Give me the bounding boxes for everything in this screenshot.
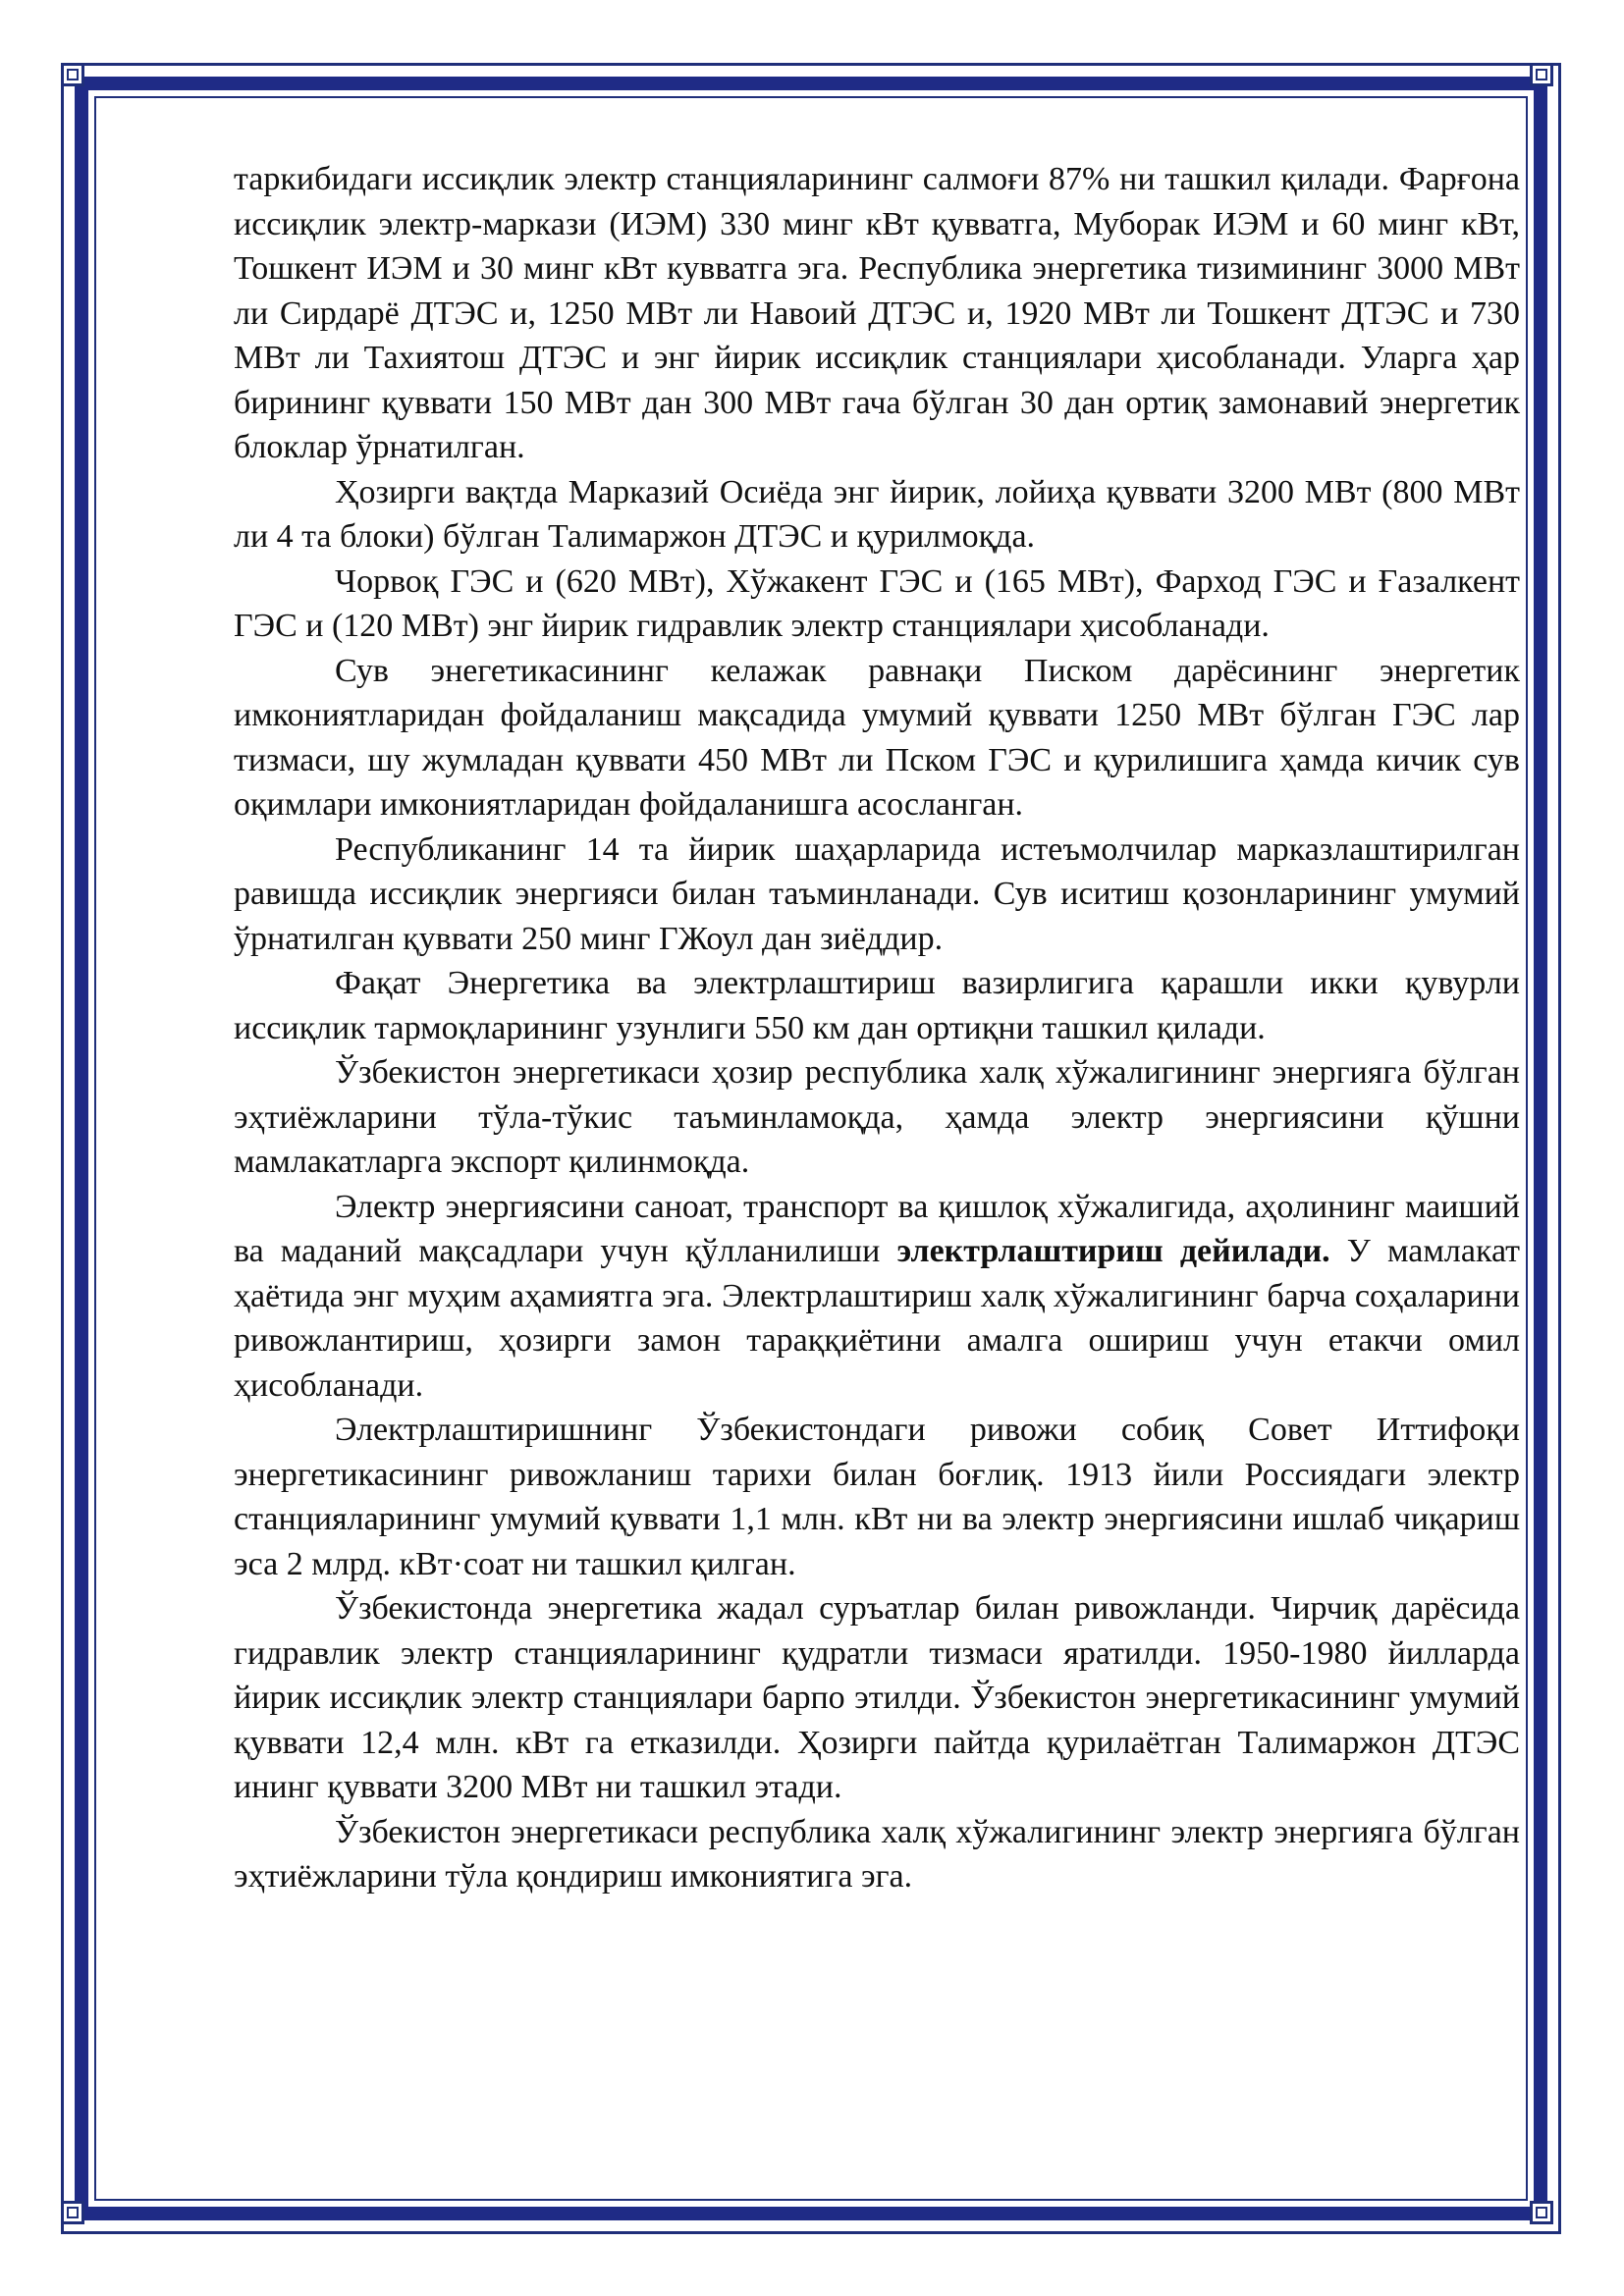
paragraph: таркибидаги иссиқлик электр станцияларининг салмоғи 87% ни ташкил қилади. Фарғона иссиқлик электр-маркази (ИЭМ) 330 минг кВт қувватга, Муборак ИЭМ и 60 минг кВт, Тошкент ИЭМ и 30 минг кВт кувватга эга. Республика энергетика тизимининг 3000 МВт ли Сирдарё ДТЭС и, 1250 МВт ли Навоий ДТЭС и, 1920 МВт ли Тошкент ДТЭС и 730 МВт ли Тахиятош ДТЭС и энг йирик иссиқлик станциялари ҳисобланади. Уларга ҳар бирининг қуввати 150 МВт дан 300 МВт гача бўлган 30 дан ортиқ замонавий энергетик блоклар ўрнатилган. — [234, 161, 1520, 465]
document-body — [234, 157, 1520, 1899]
border-corner-ornament — [57, 2197, 98, 2238]
border-corner-ornament — [1526, 59, 1567, 100]
paragraph: Чорвоқ ГЭС и (620 МВт), Хўжакент ГЭС и (165 МВт), Фарход ГЭС и Ғазалкент ГЭС и (120 МВт) энг йирик гидравлик электр станциялари ҳисобланади. — [234, 562, 1520, 644]
paragraph-text: Электр энергиясини саноат, транспорт ва қишлоқ хўжалигида, аҳолининг маиший ва маданий мақсадлари учун қўлланилиши — [234, 1188, 1520, 1269]
paragraph: Ўзбекистон энергетикаси республика халқ хўжалигининг электр энергияга бўлган эҳтиёжларини тўла қондириш имкониятига эга. — [234, 1813, 1520, 1895]
paragraph-text: У мамлакат ҳаётида энг муҳим аҳамиятга эга. Электрлаштириш халқ хўжалигининг барча соҳаларини ривожлантириш, ҳозирги замон тараққиётини амалга ошириш учун етакчи омил ҳисобланади. — [234, 1233, 1521, 1404]
border-corner-ornament — [57, 59, 98, 100]
paragraph: Ўзбекистонда энергетика жадал суръатлар билан ривожланди. Чирчиқ дарёсида гидравлик электр станцияларининг қудратли тизмаси яратилди. 1950-1980 йилларда йирик иссиқлик электр станциялари барпо этилди. Ўзбекистон энергетикасининг умумий қуввати 12,4 млн. кВт га етказилди. Ҳозирги пайтда қурилаётган Талимаржон ДТЭС ининг қуввати 3200 МВт ни ташкил этади. — [234, 1590, 1520, 1805]
paragraph: Ҳозирги вақтда Марказий Осиёда энг йирик, лойиҳа қуввати 3200 МВт (800 МВт ли 4 та блоки) бўлган Талимаржон ДТЭС и қурилмоқда. — [234, 473, 1520, 555]
paragraph — [234, 1185, 1520, 1409]
paragraph: Ўзбекистон энергетикаси ҳозир республика халқ хўжалигининг энергияга бўлган эҳтиёжларини тўла-тўкис таъминламоқда, ҳамда электр энергиясини қўшни мамлакатларга экспорт қилинмоқда. — [234, 1054, 1520, 1180]
paragraph: Электрлаштиришнинг Ўзбекистондаги ривожи собиқ Совет Иттифоқи энергетикасининг ривожланиш тарихи билан боғлиқ. 1913 йили Россиядаги электр станцияларининг умумий қуввати 1,1 млн. кВт ни ва электр энергиясини ишлаб чиқариш эса 2 млрд. кВт·соат ни ташкил қилган. — [234, 1412, 1520, 1582]
paragraph: Сув энегетикасининг келажак равнақи Писком дарёсининг энергетик имкониятларидан фойдаланиш мақсадида умумий қуввати 1250 МВт бўлган ГЭС лар тизмаси, шу жумладан қуввати 450 МВт ли Пском ГЭС и қурилишига ҳамда кичик сув оқимлари имкониятларидан фойдаланишга асосланган. — [234, 652, 1520, 823]
paragraph: Республиканинг 14 та йирик шаҳарларида истеъмолчилар марказлаштирилган равишда иссиқлик энергияси билан таъминланади. Сув иситиш қозонларининг умумий ўрнатилган қуввати 250 минг ГЖоул дан зиёддир. — [234, 830, 1520, 957]
border-corner-ornament — [1526, 2197, 1567, 2238]
paragraph: Фақат Энергетика ва электрлаштириш вазирлигига қарашли икки қувурли иссиқлик тармоқларининг узунлиги 550 км дан ортиқни ташкил қилади. — [234, 965, 1520, 1046]
term-definition-bold: электрлаштириш дейилади. — [896, 1233, 1330, 1269]
